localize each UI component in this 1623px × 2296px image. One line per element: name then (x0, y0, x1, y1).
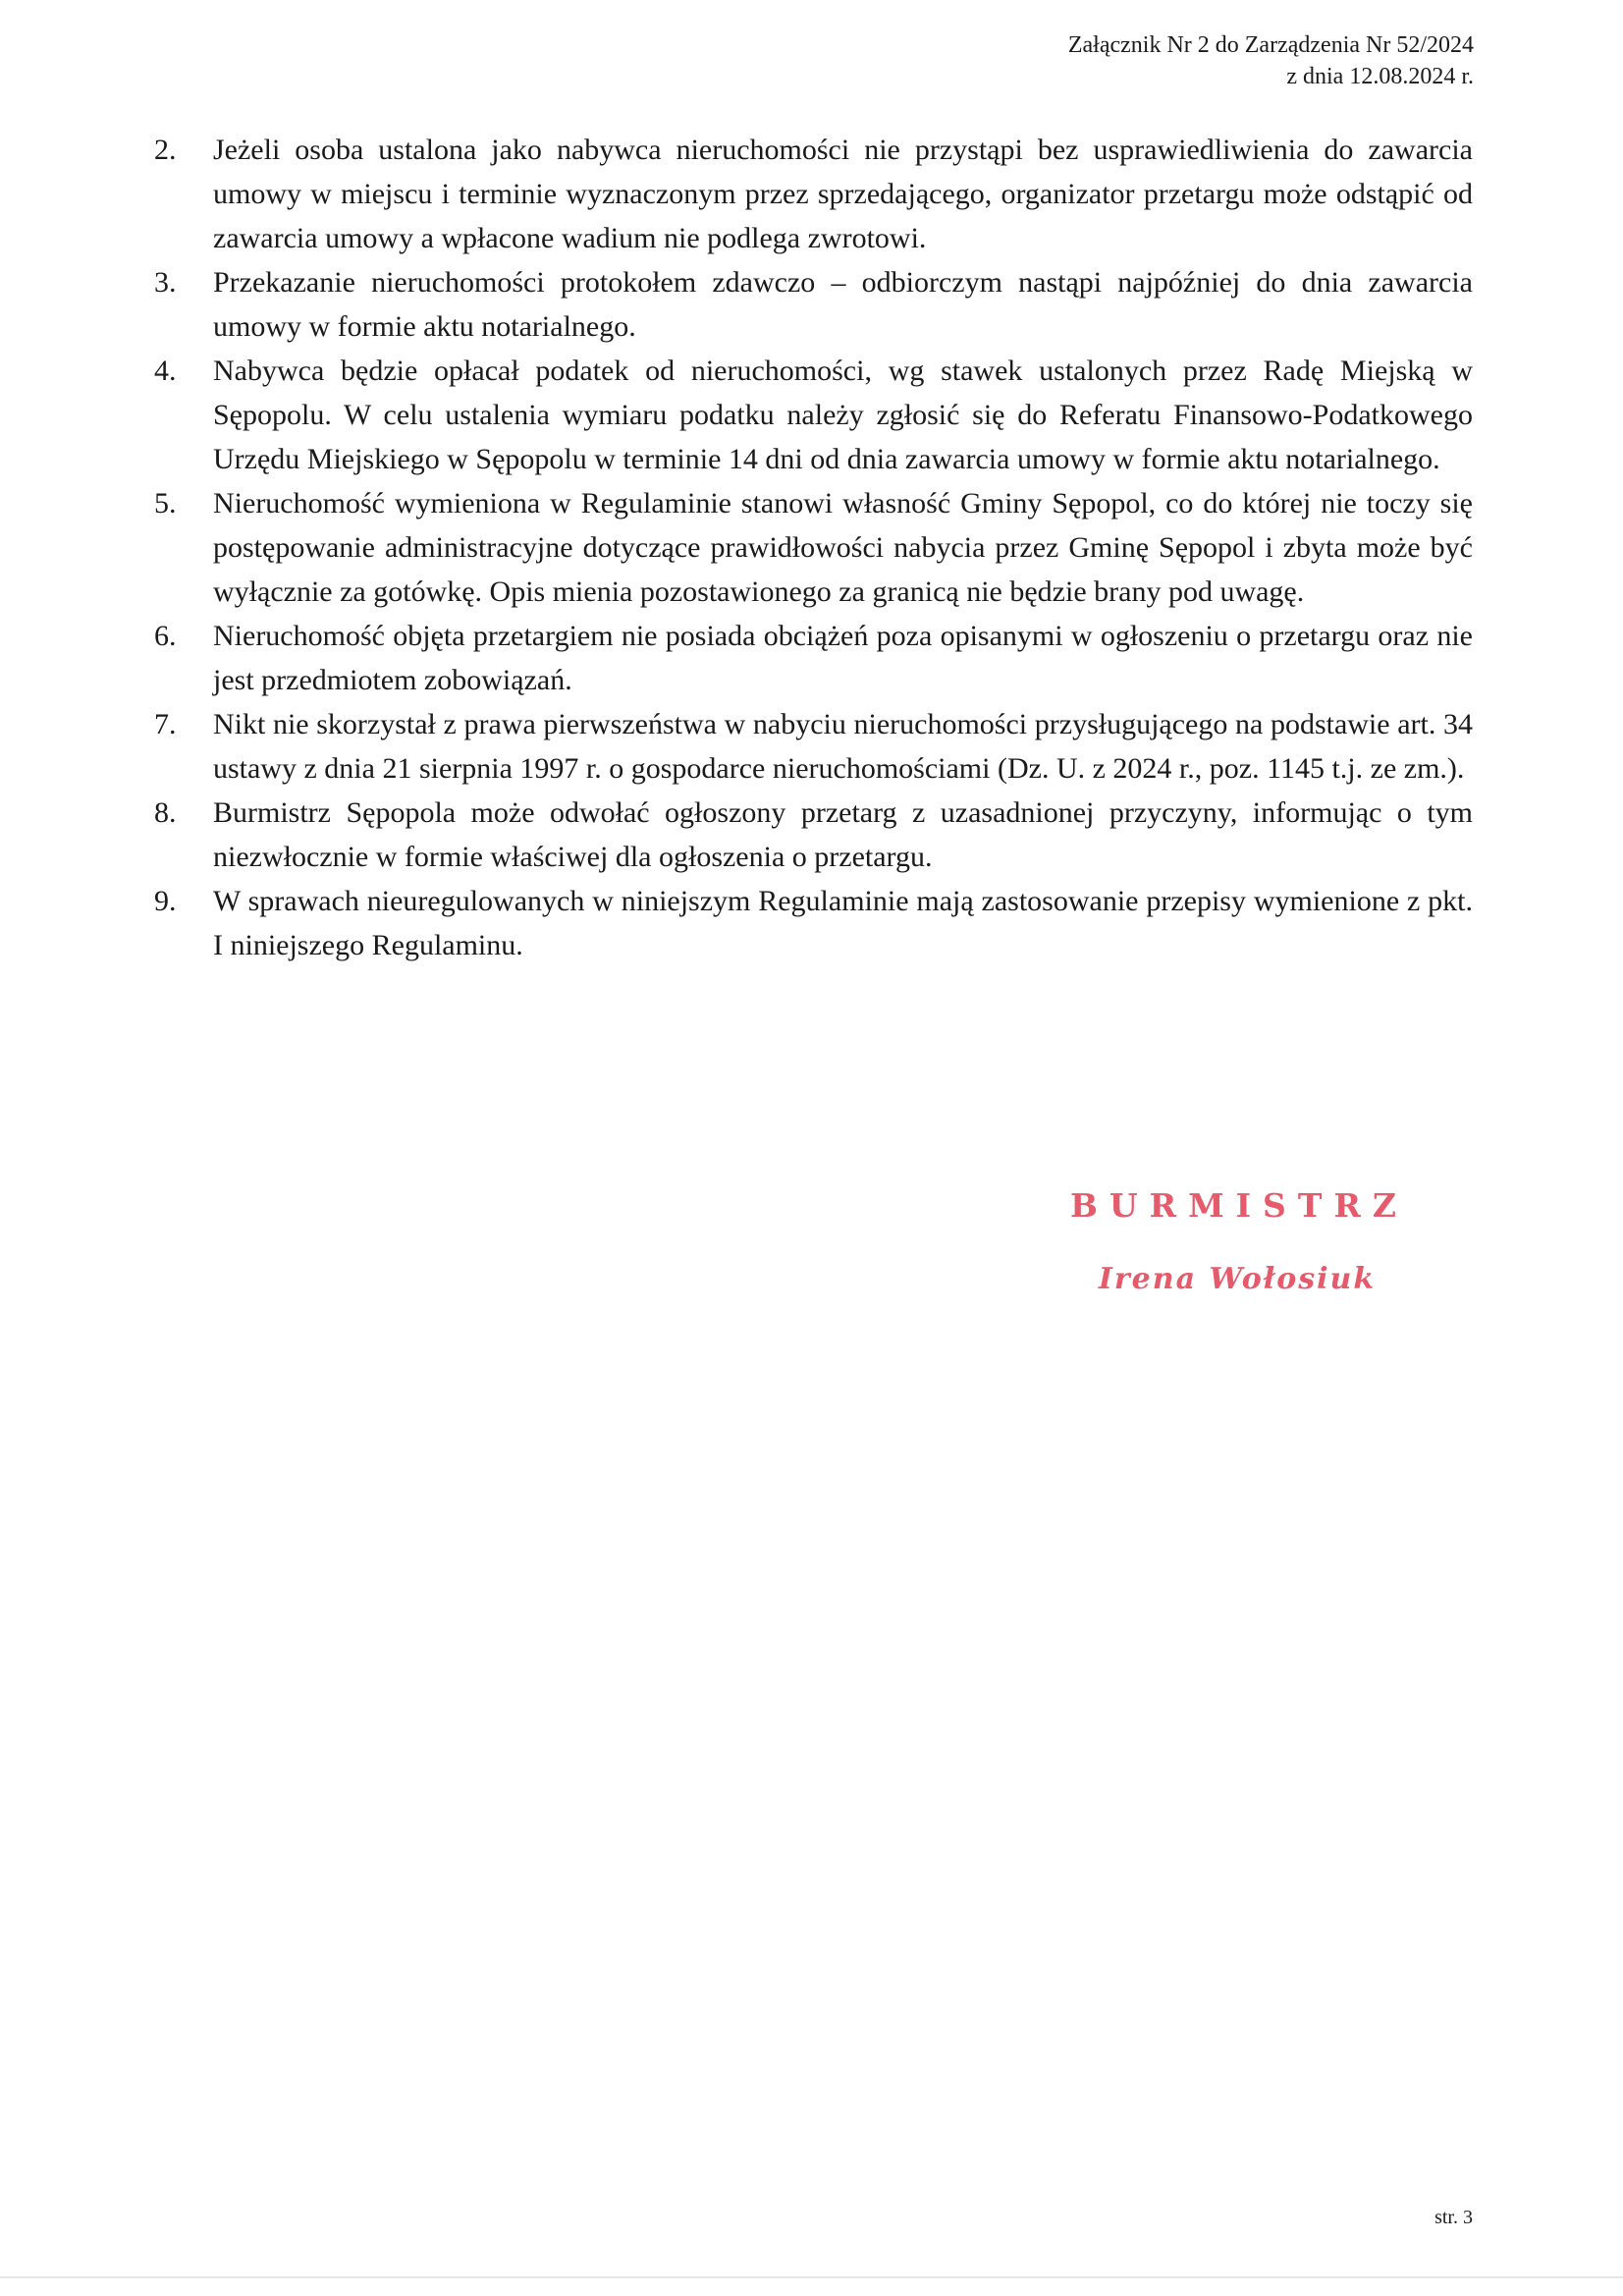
list-item (147, 614, 1473, 702)
list-item-text: Nikt nie skorzystał z prawa pierwszeństwa w nabyciu nieruchomości przysługującego na podstawie art. 34 ustawy z dnia 21 sierpnia 1997 r. o gospodarce nieruchomościami (Dz. U. z 2024 r., poz. 1145 t.j. ze zm.). (213, 708, 1473, 785)
list-item-number: 4. (154, 355, 177, 387)
list-item-number: 7. (154, 708, 177, 740)
list-item-number: 3. (154, 266, 177, 299)
list-item-text: Nabywca będzie opłacał podatek od nieruchomości, wg stawek ustalonych przez Radę Miejską w Sępopolu. W celu ustalenia wymiaru podatku należy zgłosić się do Referatu Finansowo-Podatkowego Urzędu Miejskiego w Sępopolu w terminie 14 dni od dnia zawarcia umowy w formie aktu notarialnego. (213, 355, 1473, 475)
list-item-text: Nieruchomość objęta przetargiem nie posiada obciążeń poza opisanymi w ogłoszeniu o przetargu oraz nie jest przedmiotem zobowiązań. (213, 620, 1473, 696)
list-item-text: Burmistrz Sępopola może odwołać ogłoszony przetarg z uzasadnionej przyczyny, informując o tym niezwłocznie w formie właściwej dla ogłoszenia o przetargu. (213, 796, 1473, 873)
page-bottom-edge (0, 2276, 1623, 2278)
list-item-number: 9. (154, 885, 177, 917)
list-item-number: 8. (154, 796, 177, 829)
page-number: str. 3 (1434, 2207, 1473, 2228)
list-item-text: Przekazanie nieruchomości protokołem zdawczo – odbiorczym nastąpi najpóźniej do dnia zawarcia umowy w formie aktu notarialnego. (213, 266, 1473, 343)
list-item-number: 5. (154, 487, 177, 519)
list-item-number: 2. (154, 134, 177, 166)
list-item-text: Jeżeli osoba ustalona jako nabywca nieruchomości nie przystąpi bez usprawiedliwienia do zawarcia umowy w miejscu i terminie wyznaczonym przez sprzedającego, organizator przetargu może odstąpić od zawarcia umowy a wpłacone wadium nie podlega zwrotowi. (213, 134, 1473, 254)
attachment-reference: Załącznik Nr 2 do Zarządzenia Nr 52/2024 (1067, 32, 1474, 58)
regulations-list (147, 128, 1473, 967)
list-item (147, 260, 1473, 349)
stamp-title: BURMISTRZ (1070, 1186, 1408, 1225)
document-header (1068, 29, 1474, 92)
list-item (147, 791, 1473, 879)
list-item (147, 349, 1473, 481)
list-item (147, 128, 1473, 260)
stamp-signatory-name: Irena Wołosiuk (1098, 1262, 1377, 1296)
attachment-date: z dnia 12.08.2024 r. (1286, 64, 1474, 89)
list-item-text: W sprawach nieuregulowanych w niniejszym Regulaminie mają zastosowanie przepisy wymienione z pkt. I niniejszego Regulaminu. (213, 885, 1473, 961)
mayor-stamp (1070, 1186, 1408, 1296)
list-item (147, 481, 1473, 614)
list-item (147, 702, 1473, 791)
list-item (147, 879, 1473, 967)
list-item-number: 6. (154, 620, 177, 652)
list-item-text: Nieruchomość wymieniona w Regulaminie stanowi własność Gminy Sępopol, co do której nie toczy się postępowanie administracyjne dotyczące prawidłowości nabycia przez Gminę Sępopol i zbyta może być wyłącznie za gotówkę. Opis mienia pozostawionego za granicą nie będzie brany pod uwagę. (213, 487, 1473, 608)
